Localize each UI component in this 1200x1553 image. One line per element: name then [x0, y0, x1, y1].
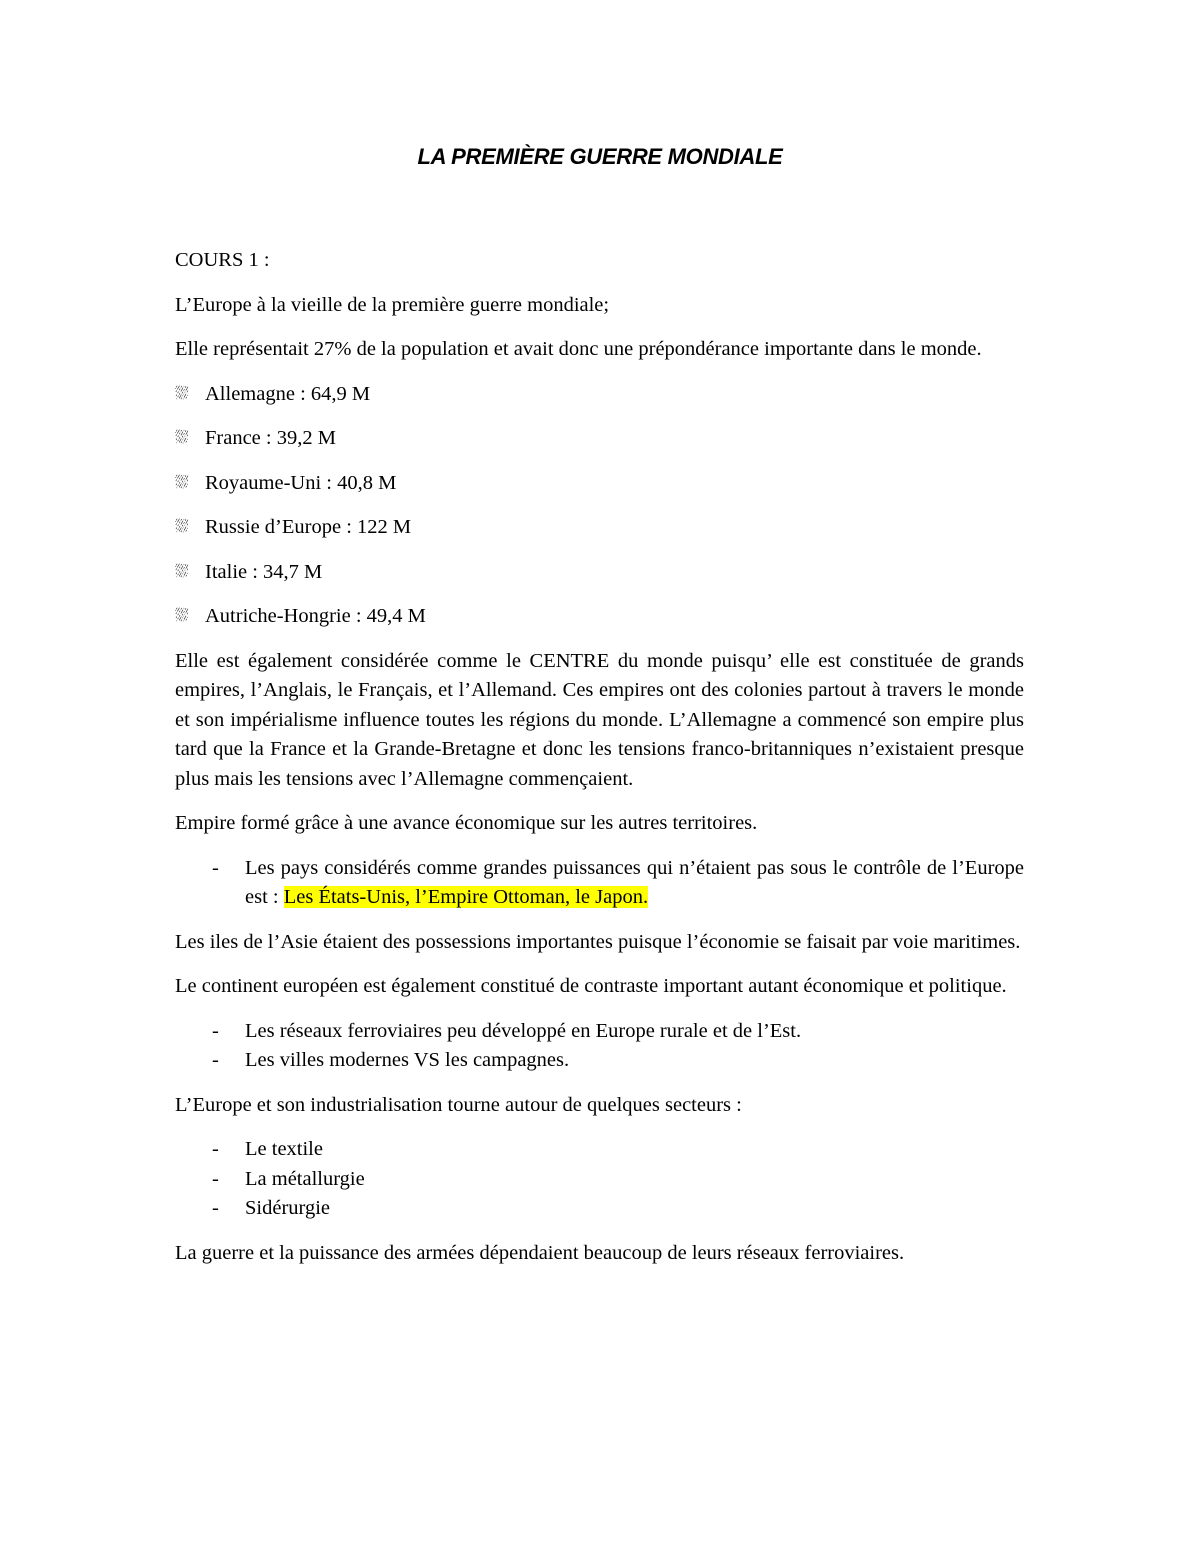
- dash-bullet: -: [212, 1019, 219, 1042]
- cloud-rain-icon: ⛆: [175, 383, 189, 404]
- document-body: [175, 246, 1024, 1283]
- list-item: [175, 424, 1024, 454]
- population-item-text: Royaume-Uni : 40,8 M: [205, 471, 397, 494]
- dash-bullet: -: [212, 1167, 219, 1190]
- contrast-item-text: Les réseaux ferroviaires peu développé en Europe rurale et de l’Est.: [245, 1019, 802, 1042]
- list-item: [175, 1046, 1024, 1076]
- intro-line: L’Europe à la vieille de la première guerre mondiale;: [175, 293, 610, 316]
- population-item-text: Russie d’Europe : 122 M: [205, 516, 412, 538]
- war-paragraph: La guerre et la puissance des armées dépendaient beaucoup de leurs réseaux ferroviaires.: [175, 1241, 905, 1264]
- list-item: [175, 1135, 1024, 1165]
- sector-item-text: Le textile: [245, 1138, 323, 1160]
- highlighted-text: Les États-Unis, l’Empire Ottoman, le Japon.: [283, 886, 649, 908]
- cloud-rain-icon: ⛆: [175, 472, 189, 493]
- list-item: [175, 602, 1024, 632]
- centre-paragraph: Elle est également considérée comme le CENTRE du monde puisqu’ elle est constituée de grands empires, l’Anglais, le Français, et l’Allemand. Ces empires ont des colonies partout à travers le monde et son impérialisme influence toutes les régions du monde. L’Allemagne a commencé son empire plus tard que la France et la Grande-Bretagne et donc les tensions franco-britanniques n’existaient presque plus mais les tensions avec l’Allemagne commençaient.: [175, 649, 1024, 790]
- list-item: [175, 513, 1024, 543]
- powers-list: [175, 854, 1024, 913]
- dash-bullet: -: [212, 1138, 219, 1160]
- cloud-rain-icon: ⛆: [175, 561, 189, 582]
- document-title: LA PREMIÈRE GUERRE MONDIALE: [417, 144, 783, 169]
- population-item-text: France : 39,2 M: [205, 427, 336, 449]
- powers-item-text: [245, 854, 1024, 913]
- sectors-list: [175, 1135, 1024, 1224]
- contrast-list: [175, 1017, 1024, 1076]
- population-item-text: Allemagne : 64,9 M: [205, 382, 371, 405]
- list-item: [175, 558, 1024, 588]
- contrast-item-text: Les villes modernes VS les campagnes.: [245, 1049, 570, 1071]
- dash-bullet: -: [212, 1049, 219, 1071]
- cloud-rain-icon: ⛆: [175, 517, 189, 537]
- dash-bullet: -: [212, 1197, 219, 1219]
- empire-paragraph: Empire formé grâce à une avance économique sur les autres territoires.: [175, 812, 758, 834]
- cours-label: COURS 1 :: [175, 249, 270, 271]
- list-item: [175, 380, 1024, 410]
- industry-paragraph: L’Europe et son industrialisation tourne autour de quelques secteurs :: [175, 1093, 742, 1116]
- powers-item-prefix: Les pays considérés comme grandes puissances qui n’étaient pas sous le contrôle de l’Europe est :: [245, 856, 1024, 908]
- dash-bullet: -: [212, 856, 219, 879]
- list-item: [175, 1194, 1024, 1224]
- sector-item-text: Sidérurgie: [245, 1197, 331, 1219]
- population-item-text: Autriche-Hongrie : 49,4 M: [205, 605, 426, 627]
- sector-item-text: La métallurgie: [245, 1167, 365, 1190]
- list-item: [175, 854, 1024, 913]
- population-list: [175, 380, 1024, 632]
- list-item: [175, 1165, 1024, 1195]
- list-item: [175, 469, 1024, 499]
- asia-paragraph: Les iles de l’Asie étaient des possessions importantes puisque l’économie se faisait par voie maritimes.: [175, 930, 1021, 953]
- population-item-text: Italie : 34,7 M: [205, 560, 323, 583]
- population-paragraph: Elle représentait 27% de la population et avait donc une prépondérance importante dans le monde.: [175, 338, 982, 360]
- contrast-paragraph: Le continent européen est également constitué de contraste important autant économique et politique.: [175, 975, 1007, 997]
- cloud-rain-icon: ⛆: [175, 606, 189, 626]
- cloud-rain-icon: ⛆: [175, 428, 189, 448]
- list-item: [175, 1017, 1024, 1047]
